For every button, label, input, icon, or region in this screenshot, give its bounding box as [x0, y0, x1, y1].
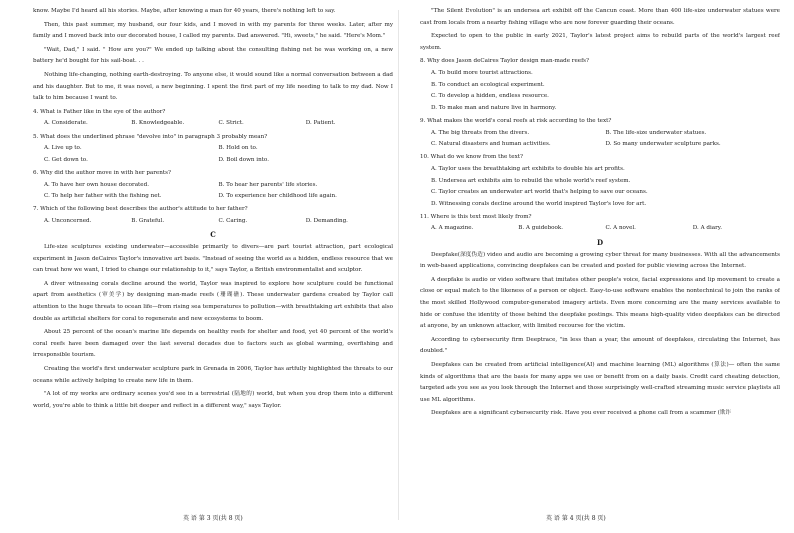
- answer-option: B. To conduct an ecological experiment.: [431, 81, 545, 88]
- answer-option: B. To hear her parents' life stories.: [218, 181, 318, 188]
- question-stem: 5. What does the underlined phrase "devolve into" in paragraph 3 probably mean?: [33, 133, 268, 140]
- answer-option: D. Demanding.: [305, 217, 348, 224]
- left-column: [33, 6, 393, 528]
- answer-option: C. Taylor creates an underwater art world that's helping to save our oceans.: [431, 189, 648, 196]
- answer-option: D. Boil down into.: [218, 156, 269, 163]
- answer-option: A. Unconcerned.: [44, 217, 92, 224]
- answer-option: C. Strict.: [218, 120, 244, 127]
- answer-options: [33, 118, 393, 130]
- answer-options: [420, 223, 780, 235]
- answer-option: C. To develop a hidden, endless resource.: [431, 93, 549, 100]
- page-footer-right: 英 语 第 4 页(共 8 页): [546, 515, 606, 522]
- answer-option: A. To have her own house decorated.: [44, 181, 149, 188]
- right-column: [420, 6, 780, 528]
- answer-option: A. The big threats from the divers.: [431, 129, 530, 136]
- answer-option: C. To help her father with the fishing net.: [44, 193, 162, 200]
- paragraph: Deepfakes can be created from artificial intelligence(AI) and machine learning (ML) algorithms (算法)— often the same kinds of algorithms that are the basis for many apps we use or benefit from on a daily basis. Credit card cheating detection, targeted ads you see as you look through the Internet and those surprisingly well-crafted streaming music service playlists all use ML algorithms.: [420, 362, 780, 403]
- answer-options: [420, 164, 780, 210]
- answer-option: D. So many underwater sculpture parks.: [605, 141, 721, 148]
- paragraph: Then, this past summer, my husband, our four kids, and I moved in with my parents for three weeks. Later, after my family and I moved back into our decorated house, I called my parents. Dad answered. "Hi, sweets," he said. "Here's Mom.": [33, 21, 393, 40]
- section-heading-c: C: [210, 230, 216, 240]
- answer-option: A. Live up to.: [44, 145, 82, 152]
- paragraph: Deepfakes are a significant cybersecurity risk. Have you ever received a phone call from a scammer (欺诈: [431, 410, 732, 417]
- answer-option: D. To experience her childhood life again.: [218, 193, 337, 200]
- answer-options: [33, 180, 393, 203]
- paragraph: "The Silent Evolution" is an undersea art exhibit off the Cancun coast. More than 400 life-size underwater statues were cast from locals from a nearby fishing village who are now forever guarding their oceans.: [420, 8, 780, 26]
- answer-option: D. To make man and nature live in harmony.: [431, 104, 557, 111]
- answer-option: C. Get down to.: [44, 156, 88, 163]
- answer-option: C. Caring.: [218, 217, 248, 224]
- paragraph: "A lot of my works are ordinary scenes you'd see in a terrestrial (陆地的) world, but when you drop them into a different world, you're able to think a little bit deeper and reflect in a different way," says Taylor.: [33, 391, 393, 409]
- answer-option: A. Taylor uses the breathtaking art exhibits to double his art profits.: [431, 165, 625, 172]
- paragraph: A deepfake is audio or video software that imitates other people's voice, facial expressions and lip movement to create a close or equal match to the likeness of a person or object. Easy-to-use software enables the nontechnical to join the ranks of the most skilled Hollywood computer-generated imagery artists. Even more concerning are the many services available to hide or confuse the identity of those behind the deepfake postings. This means high-quality video deepfakes can be directed at anyone, by an unknown attacker, with limited recourse for the victim.: [420, 276, 780, 330]
- answer-options: [420, 128, 780, 151]
- answer-option: A. Considerate.: [44, 120, 88, 127]
- answer-option: A. To build more tourist attractions.: [431, 69, 533, 76]
- answer-option: B. A guidebook.: [518, 225, 564, 232]
- question-stem: 4. What is Father like in the eye of the author?: [33, 108, 166, 115]
- paragraph: About 25 percent of the ocean's marine life depends on healthy reefs for shelter and food, yet 40 percent of the world's coral reefs have been damaged over the last several decades due to factors such as global warming, overfishing and irresponsible tourism.: [33, 329, 393, 359]
- answer-option: B. The life-size underwater statues.: [605, 129, 707, 136]
- paragraph: Expected to open to the public in early 2021, Taylor's latest project aims to rebuild parts of the world's largest reef system.: [420, 33, 780, 51]
- answer-options: [33, 143, 393, 166]
- paragraph: Nothing life-changing, nothing earth-destroying. To anyone else, it would sound like a normal conversation between a dad and his daughter. But to me, it was novel, a new beginning. I spent the first part of my life needing to talk to my dad. Now I talk to him because I want to.: [33, 71, 393, 102]
- answer-option: C. Natural disasters and human activities.: [431, 141, 551, 148]
- answer-option: D. Patient.: [305, 120, 336, 127]
- section-heading-d: D: [596, 237, 604, 247]
- paragraph: know. Maybe I'd heard all his stories. Maybe, after knowing a man for 40 years, there's nothing left to say.: [33, 8, 336, 14]
- answer-option: D. Witnessing corals decline around the world inspired Taylor's love for art.: [431, 200, 647, 207]
- answer-option: B. Knowledgeable.: [131, 120, 185, 127]
- answer-option: B. Undersea art exhibits aim to rebuild the whole world's reef system.: [431, 177, 631, 184]
- answer-options: [420, 68, 780, 114]
- answer-option: D. A diary.: [692, 225, 722, 232]
- question-list: [420, 56, 780, 235]
- question-stem: 11. Where is this text most likely from?: [420, 213, 532, 220]
- paragraph: A diver witnessing corals decline around the world, Taylor was inspired to explore how sculpture could be functional apart from aesthetics (审美学) by designing man-made reefs (珊瑚礁). These underwater gardens created by Taylor call attention to the huge threats to ocean life—from rising sea temperatures to pollution—with breathtaking art exhibits that also double as artificial shelters for coral to regenerate and new ecosystems to boom.: [33, 280, 393, 322]
- paragraph: Creating the world's first underwater sculpture park in Grenada in 2006, Taylor has artfully highlighted the threats to our oceans while actively helping to create new life in them.: [33, 366, 393, 384]
- question-stem: 8. Why does Jason deCaires Taylor design man-made reefs?: [420, 58, 590, 65]
- question-stem: 6. Why did the author move in with her parents?: [33, 169, 171, 176]
- answer-options: [33, 216, 393, 228]
- answer-option: C. A novel.: [605, 225, 636, 232]
- paragraph: "Wait, Dad," I said. " How are you?" We ended up talking about the consulting fishing net he was working on, a new battery he'd bought for his sail-boat. . .: [33, 46, 393, 65]
- question-stem: 7. Which of the following best describes the author's attitude to her father?: [33, 206, 248, 213]
- answer-option: B. Hold on to.: [218, 145, 258, 152]
- page-footer-left: 英 语 第 3 页(共 8 页): [183, 515, 243, 522]
- question-stem: 10. What do we know from the text?: [420, 154, 524, 161]
- answer-option: B. Grateful.: [131, 217, 165, 224]
- paragraph: Life-size sculptures existing underwater—accessible primarily to divers—are part tourist attraction, part ecological experiment in Jason deCaires Taylor's innovative art basis. "Instead of seeing the world as a hidden, endless resource that we can treat how we want, I tried to change our relationship to it," says Taylor, a British environmentalist and sculptor.: [33, 244, 393, 274]
- paragraph: According to cybersecurity firm Deeptrace, "in less than a year, the amount of deepfakes, circulating the Internet, has doubled.": [420, 336, 780, 355]
- column-divider: [398, 10, 399, 520]
- paragraph: Deepfake(深度伪造) video and audio are becoming a growing cyber threat for many businesses. With all the advancements in web-based applications, convincing deepfakes can be created and posted for public viewing across the Internet.: [420, 251, 780, 270]
- answer-option: A. A magazine.: [431, 225, 474, 232]
- question-list: [33, 107, 393, 228]
- question-stem: 9. What makes the world's coral reefs at risk according to the text?: [420, 117, 612, 124]
